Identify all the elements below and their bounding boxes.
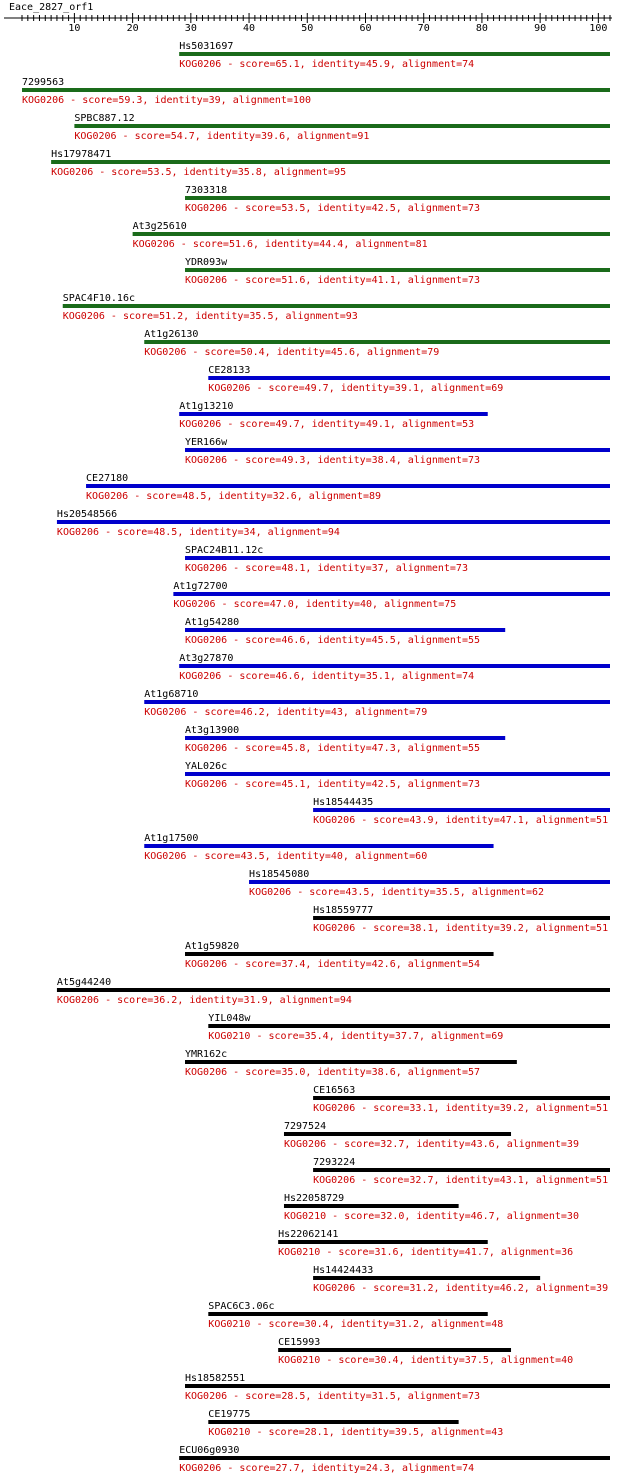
hit-bar [179, 1456, 610, 1460]
chart-title: Eace_2827_orf1 [9, 2, 94, 13]
hit-row [313, 1157, 610, 1186]
hit-bar [144, 700, 610, 704]
hit-name: YAL026c [185, 761, 228, 772]
hit-row [313, 905, 610, 934]
hit-name: Hs20548566 [56, 509, 118, 520]
tick-label: 20 [126, 23, 139, 34]
hit-name: 7303318 [185, 185, 228, 196]
hit-row [86, 473, 610, 502]
hit-description: KOG0206 - score=27.7, identity=24.3, alignment=74 [179, 1463, 475, 1474]
hit-row [208, 1409, 503, 1438]
hit-row [51, 149, 610, 178]
hit-description: KOG0206 - score=49.7, identity=49.1, alignment=53 [179, 419, 475, 430]
hit-bar [185, 772, 610, 776]
hit-bar [57, 520, 610, 524]
hit-description: KOG0210 - score=30.4, identity=37.5, alignment=40 [278, 1355, 574, 1366]
hit-bar [313, 916, 610, 920]
hit-bar [144, 844, 493, 848]
hit-bar [74, 124, 610, 128]
hit-name: Hs17978471 [51, 149, 112, 160]
hit-name: SPAC6C3.06c [208, 1301, 275, 1312]
hit-description: KOG0206 - score=33.1, identity=39.2, alignment=51 [313, 1103, 609, 1114]
hit-description: KOG0206 - score=51.6, identity=41.1, alignment=73 [185, 275, 481, 286]
hit-row [179, 401, 488, 430]
hit-bar [313, 1096, 610, 1100]
hit-description: KOG0206 - score=51.2, identity=35.5, alignment=93 [62, 311, 358, 322]
hit-name: YMR162c [185, 1049, 228, 1060]
hit-row [278, 1229, 573, 1258]
hit-description: KOG0206 - score=43.5, identity=35.5, alignment=62 [249, 887, 545, 898]
hit-name: YIL048w [208, 1013, 251, 1024]
hit-row [185, 725, 505, 754]
hit-row [208, 1301, 503, 1330]
hit-description: KOG0206 - score=35.0, identity=38.6, alignment=57 [185, 1067, 481, 1078]
hit-description: KOG0206 - score=48.5, identity=34, alignment=94 [56, 527, 340, 538]
hit-row [179, 653, 610, 682]
hit-bar [278, 1240, 488, 1244]
hit-name: 7299563 [22, 77, 65, 88]
hit-row [313, 1265, 608, 1294]
hit-description: KOG0206 - score=48.5, identity=32.6, alignment=89 [86, 491, 382, 502]
tick-label: 50 [301, 23, 314, 34]
hit-row [144, 689, 610, 718]
hit-row [133, 221, 610, 250]
tick-label: 60 [359, 23, 372, 34]
hit-description: KOG0206 - score=49.3, identity=38.4, alignment=73 [185, 455, 481, 466]
hit-bar [185, 448, 610, 452]
hit-name: 7293224 [313, 1157, 356, 1168]
hit-row [185, 1373, 610, 1402]
hit-bar [313, 1168, 610, 1172]
hit-list [22, 41, 610, 1474]
hit-name: CE28133 [208, 365, 251, 376]
hit-name: CE15993 [278, 1337, 321, 1348]
hit-row [144, 833, 493, 862]
hit-row [63, 293, 610, 322]
hit-bar [313, 808, 610, 812]
tick-label: 30 [184, 23, 197, 34]
hit-bar [185, 628, 505, 632]
hit-row [185, 941, 494, 970]
hit-description: KOG0206 - score=48.1, identity=37, alignment=73 [185, 563, 468, 574]
hit-description: KOG0206 - score=32.7, identity=43.1, alignment=51 [313, 1175, 609, 1186]
hit-name: CE16563 [313, 1085, 356, 1096]
hit-name: Hs18544435 [313, 797, 374, 808]
hit-bar [185, 268, 610, 272]
hit-row [208, 1013, 610, 1042]
hit-name: Hs5031697 [179, 41, 234, 52]
hit-name: CE27180 [86, 473, 129, 484]
hit-name: At5g44240 [56, 977, 112, 988]
hit-row [179, 1445, 610, 1474]
hit-bar [208, 1312, 487, 1316]
hit-row [185, 437, 610, 466]
hit-name: Hs22062141 [278, 1229, 339, 1240]
hit-name: 7297524 [283, 1121, 327, 1132]
hit-name: YER166w [185, 437, 228, 448]
hit-description: KOG0206 - score=43.9, identity=47.1, alignment=51 [313, 815, 609, 826]
hit-bar [185, 556, 610, 560]
hit-bar [208, 1024, 610, 1028]
hit-description: KOG0206 - score=51.6, identity=44.4, alignment=81 [132, 239, 428, 250]
hit-description: KOG0206 - score=49.7, identity=39.1, alignment=69 [208, 383, 504, 394]
hit-row [185, 617, 505, 646]
hit-description: KOG0206 - score=65.1, identity=45.9, alignment=74 [179, 59, 475, 70]
hit-row [208, 365, 610, 394]
hit-name: YDR093w [185, 257, 228, 268]
hit-row [284, 1121, 579, 1150]
hit-description: KOG0206 - score=31.2, identity=46.2, alignment=39 [313, 1283, 609, 1294]
hit-bar [185, 196, 610, 200]
hit-name: SPAC4F10.16c [62, 293, 136, 304]
hit-description: KOG0206 - score=43.5, identity=40, alignment=60 [144, 851, 428, 862]
hit-name: Hs14424433 [313, 1265, 374, 1276]
hit-bar [179, 664, 610, 668]
hit-name: At3g25610 [132, 221, 187, 232]
hit-name: Hs18582551 [185, 1373, 246, 1384]
hit-name: At3g27870 [179, 653, 234, 664]
hit-name: ECU06g0930 [179, 1445, 240, 1456]
hit-name: Hs22058729 [283, 1193, 345, 1204]
hit-description: KOG0206 - score=37.4, identity=42.6, alignment=54 [185, 959, 481, 970]
tick-label: 40 [243, 23, 256, 34]
hit-bar [185, 1384, 610, 1388]
hit-name: At1g54280 [185, 617, 240, 628]
hit-bar [173, 592, 610, 596]
hit-row [278, 1337, 573, 1366]
hit-row [179, 41, 610, 70]
hit-row [185, 257, 610, 286]
hit-bar [63, 304, 610, 308]
hit-name: SPBC887.12 [74, 113, 135, 124]
hit-row [57, 509, 610, 538]
hit-row [144, 329, 610, 358]
tick-label: 80 [475, 23, 488, 34]
hit-row [185, 761, 610, 790]
hit-bar [51, 160, 610, 164]
hit-bar [86, 484, 610, 488]
hit-bar [208, 1420, 458, 1424]
hit-description: KOG0206 - score=28.5, identity=31.5, alignment=73 [185, 1391, 481, 1402]
hit-description: KOG0210 - score=32.0, identity=46.7, alignment=30 [283, 1211, 579, 1222]
hit-name: CE19775 [208, 1409, 251, 1420]
hit-description: KOG0206 - score=32.7, identity=43.6, alignment=39 [283, 1139, 579, 1150]
hit-bar [249, 880, 610, 884]
hit-bar [284, 1132, 511, 1136]
hit-row [57, 977, 610, 1006]
hit-name: At3g13900 [185, 725, 240, 736]
hit-description: KOG0206 - score=54.7, identity=39.6, alignment=91 [74, 131, 370, 142]
hit-bar [185, 1060, 517, 1064]
hit-bar [313, 1276, 540, 1280]
tick-label: 90 [534, 23, 547, 34]
hit-name: At1g13210 [179, 401, 234, 412]
tick-label: 10 [68, 23, 81, 34]
hit-description: KOG0206 - score=45.8, identity=47.3, alignment=55 [185, 743, 481, 754]
hit-description: KOG0206 - score=59.3, identity=39, alignment=100 [22, 95, 311, 106]
hit-description: KOG0206 - score=36.2, identity=31.9, alignment=94 [56, 995, 352, 1006]
hit-description: KOG0206 - score=53.5, identity=35.8, alignment=95 [51, 167, 347, 178]
hit-bar [208, 376, 610, 380]
hit-description: KOG0210 - score=28.1, identity=39.5, alignment=43 [208, 1427, 504, 1438]
hit-row [284, 1193, 579, 1222]
hit-bar [144, 340, 610, 344]
hit-description: KOG0206 - score=47.0, identity=40, alignment=75 [173, 599, 457, 610]
hit-description: KOG0206 - score=46.6, identity=45.5, alignment=55 [185, 635, 481, 646]
hit-name: Hs18545080 [249, 869, 310, 880]
hit-bar [22, 88, 610, 92]
hit-name: At1g68710 [144, 689, 199, 700]
hit-bar [179, 52, 610, 56]
hit-row [173, 581, 610, 610]
hit-bar [284, 1204, 459, 1208]
hit-bar [57, 988, 610, 992]
hit-name: At1g59820 [185, 941, 240, 952]
hit-row [185, 185, 610, 214]
hit-row [74, 113, 610, 142]
hit-row [22, 77, 610, 106]
hit-description: KOG0206 - score=50.4, identity=45.6, alignment=79 [144, 347, 440, 358]
hit-bar [185, 736, 505, 740]
hit-description: KOG0206 - score=38.1, identity=39.2, alignment=51 [313, 923, 609, 934]
hit-description: KOG0206 - score=53.5, identity=42.5, alignment=73 [185, 203, 481, 214]
hit-row [313, 797, 610, 826]
hit-bar [185, 952, 494, 956]
hit-row [185, 545, 610, 574]
tick-label: 100 [589, 23, 608, 34]
hit-description: KOG0206 - score=45.1, identity=42.5, alignment=73 [185, 779, 481, 790]
hit-name: At1g72700 [173, 581, 228, 592]
hit-description: KOG0206 - score=46.6, identity=35.1, alignment=74 [179, 671, 475, 682]
hit-description: KOG0206 - score=46.2, identity=43, alignment=79 [144, 707, 428, 718]
hit-bar [278, 1348, 511, 1352]
hit-description: KOG0210 - score=31.6, identity=41.7, alignment=36 [278, 1247, 574, 1258]
hit-row [185, 1049, 517, 1078]
hit-row [249, 869, 610, 898]
x-axis [4, 13, 612, 34]
hit-name: SPAC24B11.12c [185, 545, 264, 556]
hit-row [313, 1085, 610, 1114]
tick-label: 70 [417, 23, 430, 34]
hit-bar [133, 232, 610, 236]
hit-description: KOG0210 - score=30.4, identity=31.2, alignment=48 [208, 1319, 504, 1330]
hit-name: At1g17500 [144, 833, 199, 844]
hit-description: KOG0210 - score=35.4, identity=37.7, alignment=69 [208, 1031, 504, 1042]
hit-name: Hs18559777 [313, 905, 374, 916]
hit-bar [179, 412, 488, 416]
hit-name: At1g26130 [144, 329, 199, 340]
